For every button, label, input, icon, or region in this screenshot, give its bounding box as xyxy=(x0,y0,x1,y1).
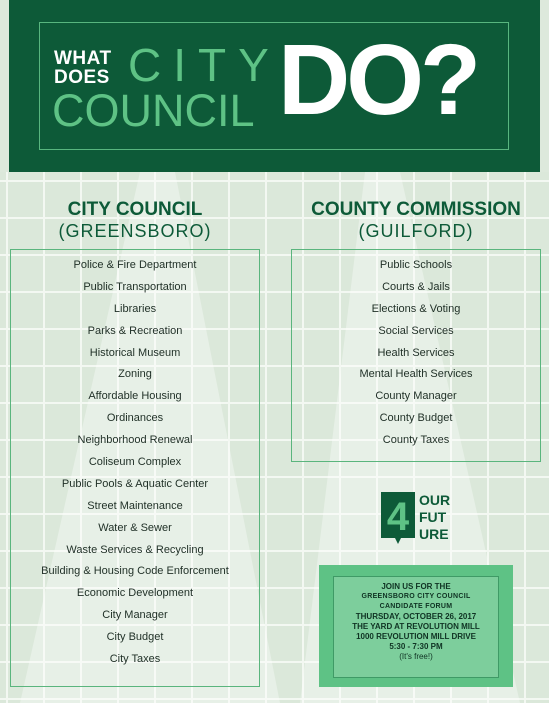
city-council-item: Economic Development xyxy=(76,587,194,600)
title-does: DOES xyxy=(54,67,110,88)
city-council-item: Parks & Recreation xyxy=(87,324,183,337)
title-do: DO? xyxy=(278,24,478,136)
city-council-item: Building & Housing Code Enforcement xyxy=(41,565,229,578)
county-commission-item: County Manager xyxy=(375,390,457,403)
forum-line-address: 1000 REVOLUTION MILL DRIVE xyxy=(356,632,476,641)
forum-line-date: THURSDAY, OCTOBER 26, 2017 xyxy=(355,612,477,621)
city-council-list xyxy=(10,255,260,671)
city-council-item: Street Maintenance xyxy=(87,499,183,512)
county-commission-list xyxy=(291,255,541,452)
logo-line-our: OUR xyxy=(419,492,451,508)
county-commission-item: Health Services xyxy=(377,346,455,359)
city-council-item: Water & Sewer xyxy=(98,521,172,534)
logo-line-fut: FUT xyxy=(419,509,447,525)
city-council-item: Ordinances xyxy=(106,412,164,425)
city-council-item: Historical Museum xyxy=(89,346,181,359)
city-council-item: Public Pools & Aquatic Center xyxy=(61,477,209,490)
forum-announcement xyxy=(333,582,499,662)
forum-line-time: 5:30 - 7:30 PM xyxy=(389,642,443,651)
forum-line-free: (It's free!) xyxy=(399,652,433,661)
city-council-item: Waste Services & Recycling xyxy=(66,543,204,556)
city-council-item: Zoning xyxy=(118,368,152,381)
city-council-subtitle: (GREENSBORO) xyxy=(58,221,212,241)
forum-line-forum: CANDIDATE FORUM xyxy=(379,603,453,610)
city-council-item: Police & Fire Department xyxy=(73,259,197,271)
title-city: CITY xyxy=(128,39,281,91)
county-commission-item: Mental Health Services xyxy=(359,368,473,381)
logo-digit: 4 xyxy=(386,495,410,539)
city-council-item: Neighborhood Renewal xyxy=(77,434,193,447)
city-council-item: Libraries xyxy=(113,302,157,315)
city-council-item: City Taxes xyxy=(109,653,161,666)
county-commission-item: County Taxes xyxy=(382,434,450,447)
county-commission-item: Public Schools xyxy=(379,259,453,271)
forum-line-join: JOIN US FOR THE xyxy=(381,582,451,591)
county-commission-title: COUNTY COMMISSION xyxy=(311,199,521,220)
logo-line-ure: URE xyxy=(419,526,449,542)
county-commission-item: Courts & Jails xyxy=(382,280,450,293)
county-commission-item: County Budget xyxy=(379,412,453,425)
title-what: WHAT xyxy=(54,48,112,69)
county-commission-item: Social Services xyxy=(378,324,454,337)
forum-line-council: GREENSBORO CITY COUNCIL xyxy=(361,593,471,600)
city-council-item: City Budget xyxy=(106,631,164,644)
county-commission-subtitle: (GUILFORD) xyxy=(358,221,474,241)
city-council-item: Public Transportation xyxy=(83,280,187,293)
city-council-title: CITY COUNCIL xyxy=(67,199,203,220)
city-council-item: Affordable Housing xyxy=(88,390,182,403)
county-commission-item: Elections & Voting xyxy=(371,302,461,315)
city-council-item: Coliseum Complex xyxy=(88,456,182,469)
forum-line-venue: THE YARD AT REVOLUTION MILL xyxy=(352,622,480,631)
city-council-item: City Manager xyxy=(102,609,168,622)
title-council: COUNCIL xyxy=(52,85,255,136)
four-logo-icon xyxy=(381,492,415,544)
